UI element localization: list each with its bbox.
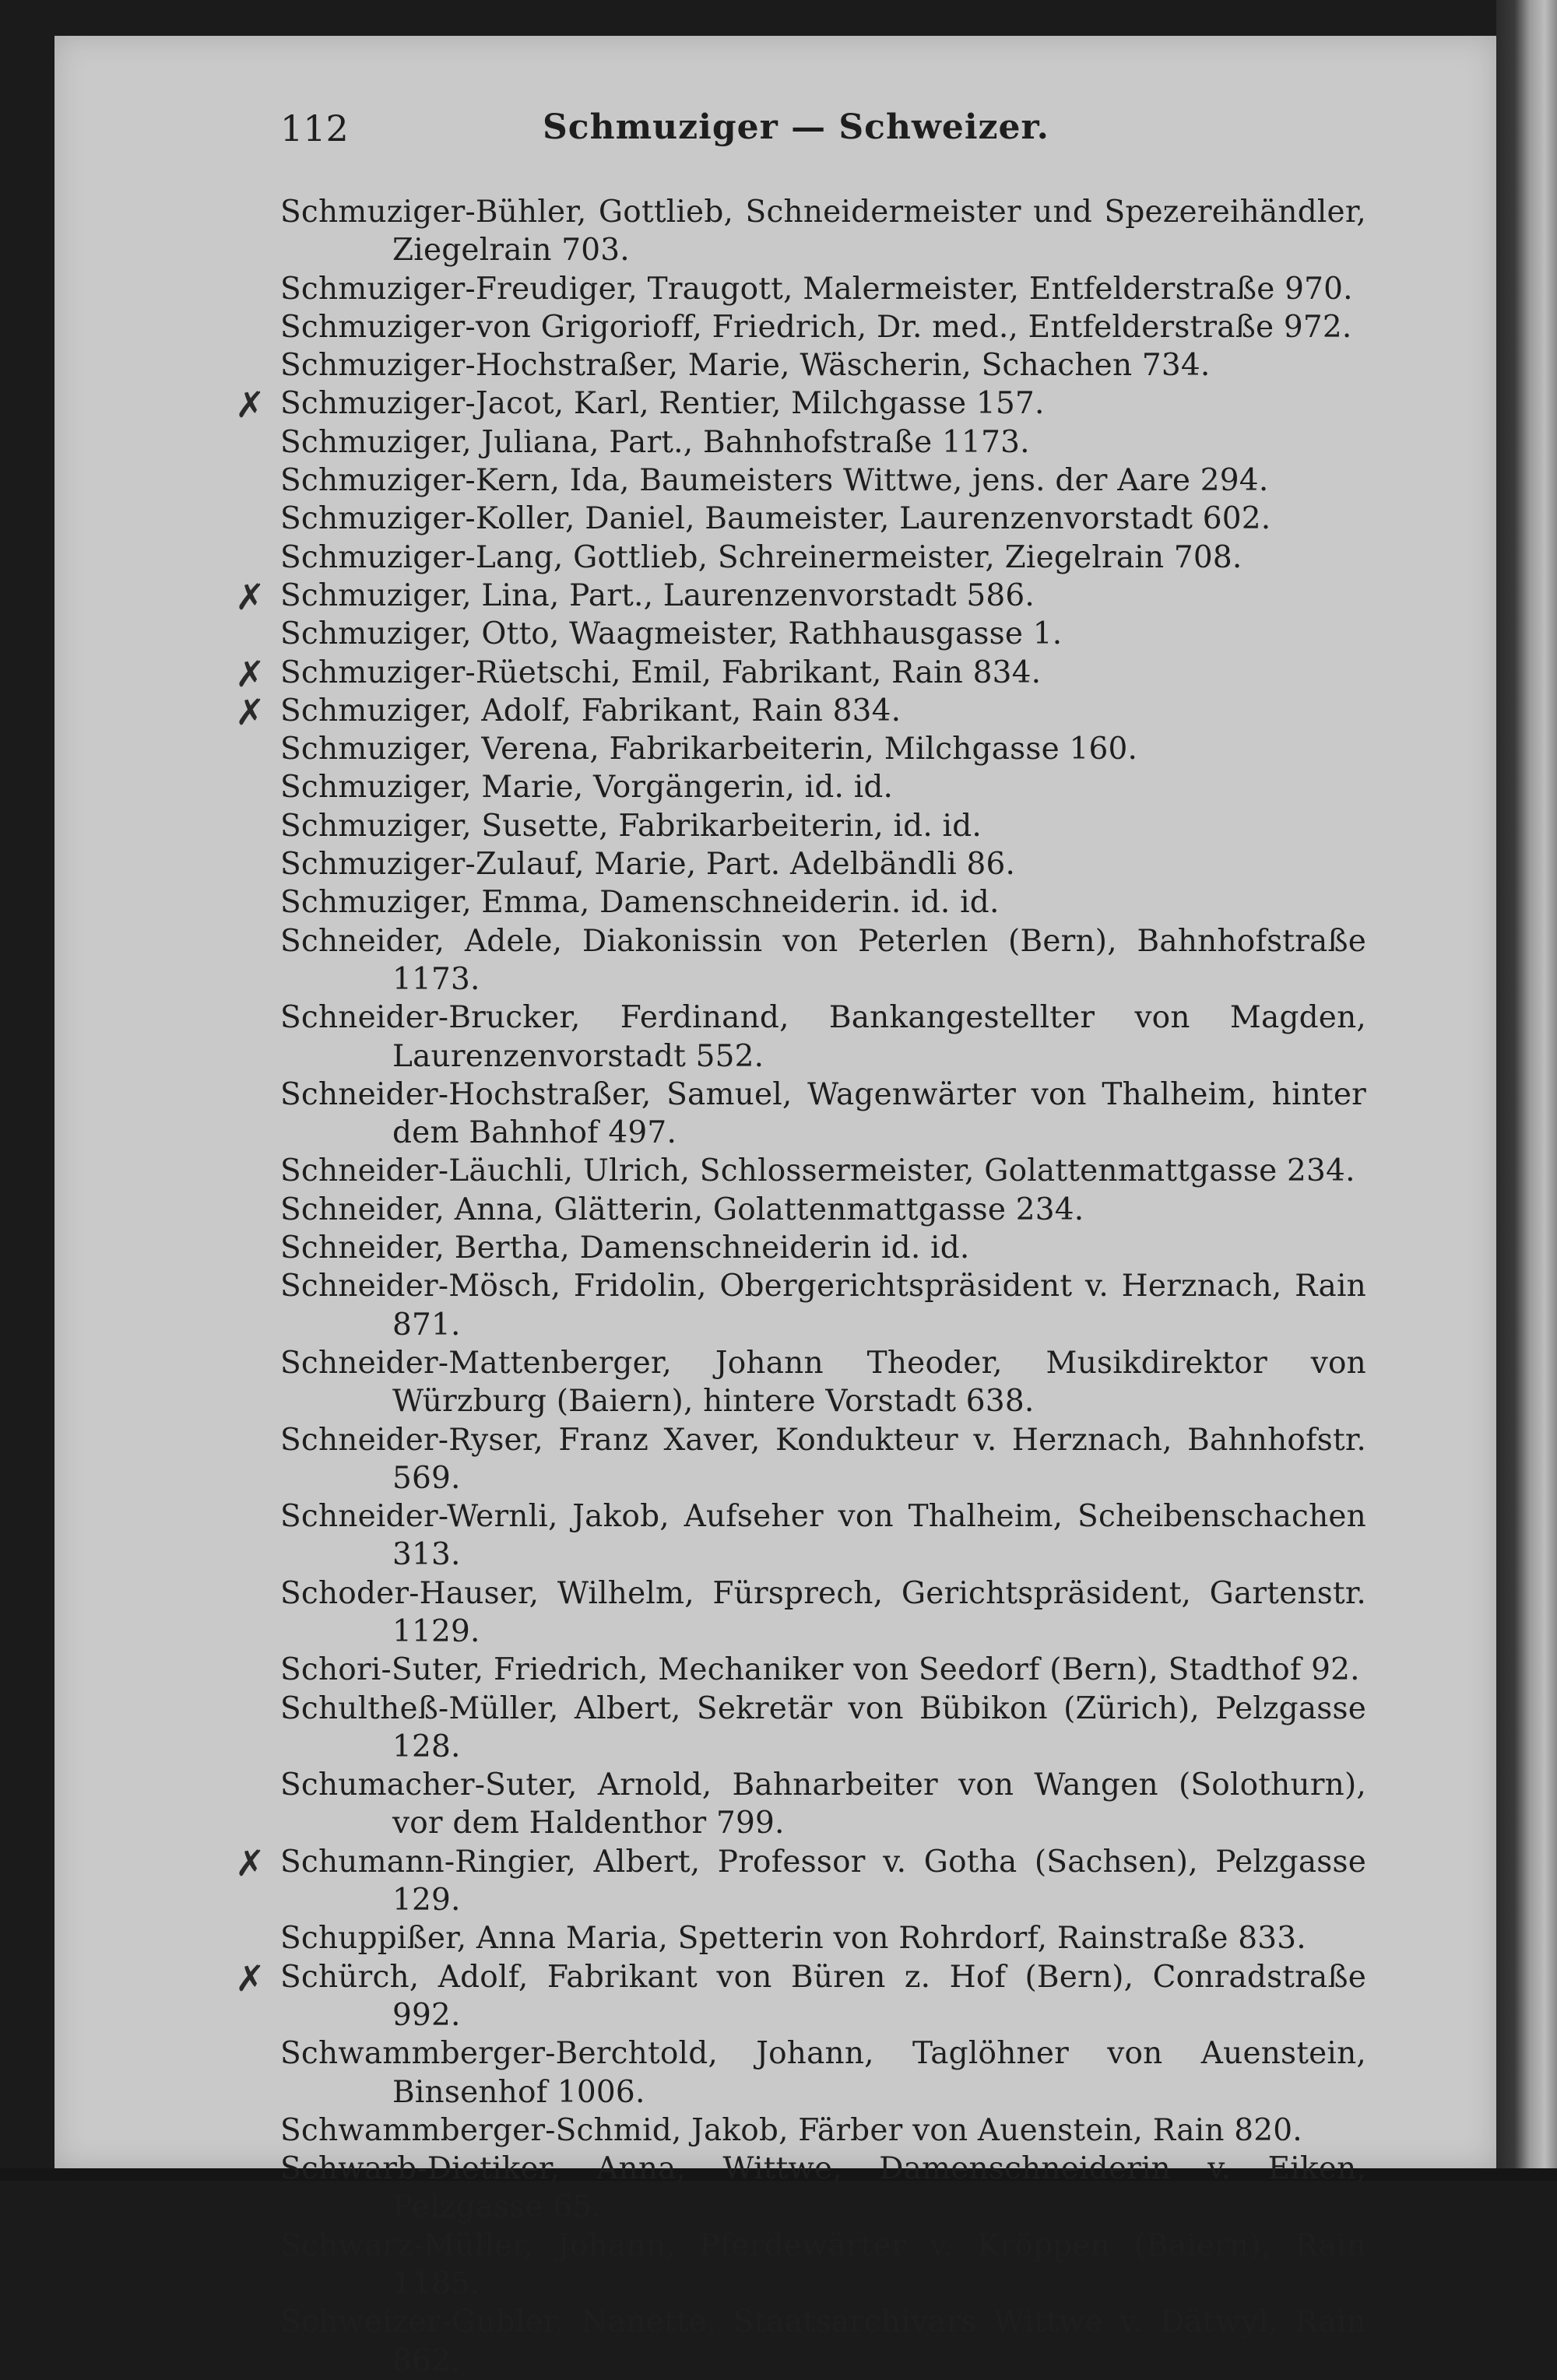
- entry-text: Schneider-Ryser, Franz Xaver, Kondukteur v. Herznach, Bahnhofstr. 569.: [280, 1422, 1366, 1496]
- entry-text: Schmuziger, Otto, Waagmeister, Rathhausgasse 1.: [280, 616, 1063, 652]
- entry-text: Schneider-Brucker, Ferdinand, Bankangestellter von Magden, Laurenzenvorstadt 552.: [280, 1000, 1366, 1074]
- directory-entry: [280, 193, 1366, 270]
- directory-entry: [280, 270, 1366, 308]
- directory-entry: [280, 1076, 1366, 1153]
- entry-text: Schuppißer, Anna Maria, Spetterin von Rohrdorf, Rainstraße 833.: [280, 1921, 1306, 1957]
- directory-entry: [280, 2303, 1366, 2380]
- page-number: 112: [280, 107, 349, 149]
- entry-text: Schori-Suter, Friedrich, Mechaniker von Seedorf (Bern), Stadthof 92.: [280, 1652, 1360, 1688]
- entry-text: Schneider-Hochstraßer, Samuel, Wagenwärter von Thalheim, hinter dem Bahnhof 497.: [280, 1076, 1366, 1151]
- directory-entry: [280, 768, 1366, 806]
- directory-entry: [280, 922, 1366, 999]
- entry-text: Schmuziger, Susette, Fabrikarbeiterin, id. id.: [280, 808, 982, 844]
- directory-entry: [280, 1690, 1366, 1767]
- running-head: Schmuziger — Schweizer.: [543, 107, 1049, 147]
- entry-text: Schweizer-Gubler, Nanette, Staatsarchivars Wittwe v. Dätwyl, Rain 862.: [280, 2305, 1366, 2378]
- directory-entry: [280, 883, 1366, 921]
- directory-entry: [280, 1344, 1366, 1421]
- entry-text: Schmuziger-von Grigorioff, Friedrich, Dr. med., Entfelderstraße 972.: [280, 309, 1352, 345]
- entry-text: Schneider-Läuchli, Ulrich, Schlossermeister, Golattenmattgasse 234.: [280, 1153, 1355, 1189]
- directory-entry: [280, 615, 1366, 653]
- entry-text: Schmuziger, Juliana, Part., Bahnhofstraße 1173.: [280, 424, 1030, 460]
- entry-text: Schumacher-Suter, Arnold, Bahnarbeiter von Wangen (Solothurn), vor dem Haldenthor 799.: [280, 1767, 1366, 1841]
- entry-text: Schumann-Ringier, Albert, Professor v. Gotha (Sachsen), Pelzgasse 129.: [280, 1844, 1366, 1918]
- entry-text: Schmuziger, Lina, Part., Laurenzenvorstadt 586.: [280, 577, 1035, 613]
- entry-text: Schneider-Wernli, Jakob, Aufseher von Thalheim, Scheibenschachen 313.: [280, 1499, 1366, 1573]
- handwritten-mark-icon: ✗: [235, 384, 265, 427]
- directory-entry: [235, 652, 1366, 695]
- entry-text: Schmuziger-Lang, Gottlieb, Schreinermeister, Ziegelrain 708.: [280, 539, 1242, 575]
- directory-entry: [280, 2227, 1366, 2304]
- entry-text: Schmuziger-Freudiger, Traugott, Malermeister, Entfelderstraße 970.: [280, 271, 1353, 307]
- directory-entry: [280, 1651, 1366, 1689]
- directory-entry: [280, 1919, 1366, 1957]
- entry-text: Schürch, Adolf, Fabrikant von Büren z. Hof (Bern), Conradstraße 992.: [280, 1959, 1366, 2033]
- entry-text: Schneider, Anna, Glätterin, Golattenmattgasse 234.: [280, 1192, 1084, 1227]
- entry-text: Schmuziger-Jacot, Karl, Rentier, Milchgasse 157.: [280, 386, 1045, 422]
- directory-entry: [280, 1152, 1366, 1190]
- directory-entry: [235, 1957, 1366, 2035]
- directory-entry: [280, 500, 1366, 538]
- entry-text: Schmuziger-Hochstraßer, Marie, Wäscherin, Schachen 734.: [280, 348, 1211, 384]
- entry-text: Schmuziger-Koller, Daniel, Baumeister, Laurenzenvorstadt 602.: [280, 501, 1271, 537]
- directory-entry: [280, 308, 1366, 346]
- directory-entry: [280, 1766, 1366, 1843]
- entry-text: Schmuziger, Verena, Fabrikarbeiterin, Milchgasse 160.: [280, 732, 1138, 767]
- directory-entry: [280, 730, 1366, 768]
- handwritten-mark-icon: ✗: [235, 1957, 265, 1999]
- directory-entry: [235, 384, 1366, 427]
- directory-entry: [280, 1267, 1366, 1344]
- directory-entry: [280, 999, 1366, 1076]
- directory-entry: [280, 1574, 1366, 1652]
- entry-text: Schmuziger-Kern, Ida, Baumeisters Wittwe, jens. der Aare 294.: [280, 463, 1269, 499]
- entry-text: Schwammberger-Berchtold, Johann, Taglöhner von Auenstein, Binsenhof 1006.: [280, 2036, 1366, 2110]
- entry-text: Schmuziger-Bühler, Gottlieb, Schneidermeister und Spezereihändler, Ziegelrain 703.: [280, 195, 1366, 269]
- directory-entry: [280, 423, 1366, 462]
- directory-entry: [280, 1229, 1366, 1267]
- directory-entry: [280, 2150, 1366, 2227]
- directory-entry: [280, 462, 1366, 500]
- directory-entry: [280, 539, 1366, 577]
- directory-entry: [280, 1421, 1366, 1498]
- entry-text: Schneider, Adele, Diakonissin von Peterlen (Bern), Bahnhofstraße 1173.: [280, 923, 1366, 997]
- entry-text: Schwarz-Müller, Johann, Pferdewärter v. Kröppen (Baiern), Rain 1185.: [280, 2227, 1366, 2302]
- directory-entry: [280, 807, 1366, 845]
- directory-entry: [235, 1841, 1366, 1920]
- directory-entry: [235, 690, 1366, 733]
- entry-text: Schmuziger, Adolf, Fabrikant, Rain 834.: [280, 693, 902, 728]
- entry-text: Schneider-Mattenberger, Johann Theoder, Musikdirektor von Würzburg (Baiern), hintere Vorstadt 638.: [280, 1345, 1366, 1420]
- directory-entry: [280, 845, 1366, 883]
- entry-text: Schmuziger, Emma, Damenschneiderin. id. id.: [280, 885, 1000, 921]
- handwritten-mark-icon: ✗: [235, 1841, 265, 1884]
- page-edge-shadow: [1496, 0, 1557, 2181]
- entry-text: Schmuziger-Zulauf, Marie, Part. Adelbändli 86.: [280, 847, 1016, 883]
- directory-entry: [235, 575, 1366, 618]
- entry-text: Schneider, Bertha, Damenschneiderin id. id.: [280, 1230, 970, 1266]
- entry-text: Schwarb-Dietiker, Anna, Wittwe, Damenschneiderin v. Eiken, Pelzgasse 65.: [280, 2151, 1366, 2225]
- directory-entries: [235, 193, 1366, 2380]
- directory-entry: [280, 2111, 1366, 2150]
- page-header: [226, 107, 1366, 162]
- entry-text: Schneider-Mösch, Fridolin, Obergerichtspräsident v. Herznach, Rain 871.: [280, 1269, 1366, 1343]
- entry-text: Schmuziger-Rüetschi, Emil, Fabrikant, Rain 834.: [280, 655, 1042, 690]
- entry-text: Schwammberger-Schmid, Jakob, Färber von Auenstein, Rain 820.: [280, 2112, 1302, 2148]
- directory-entry: [280, 1497, 1366, 1574]
- entry-text: Schultheß-Müller, Albert, Sekretär von Bübikon (Zürich), Pelzgasse 128.: [280, 1690, 1366, 1764]
- handwritten-mark-icon: ✗: [235, 690, 265, 733]
- handwritten-mark-icon: ✗: [235, 652, 265, 695]
- directory-entry: [280, 2034, 1366, 2111]
- entry-text: Schmuziger, Marie, Vorgängerin, id. id.: [280, 770, 894, 806]
- directory-entry: [280, 346, 1366, 384]
- entry-text: Schoder-Hauser, Wilhelm, Fürsprech, Gerichtspräsident, Gartenstr. 1129.: [280, 1575, 1366, 1649]
- directory-entry: [280, 1191, 1366, 1229]
- handwritten-mark-icon: ✗: [235, 575, 265, 618]
